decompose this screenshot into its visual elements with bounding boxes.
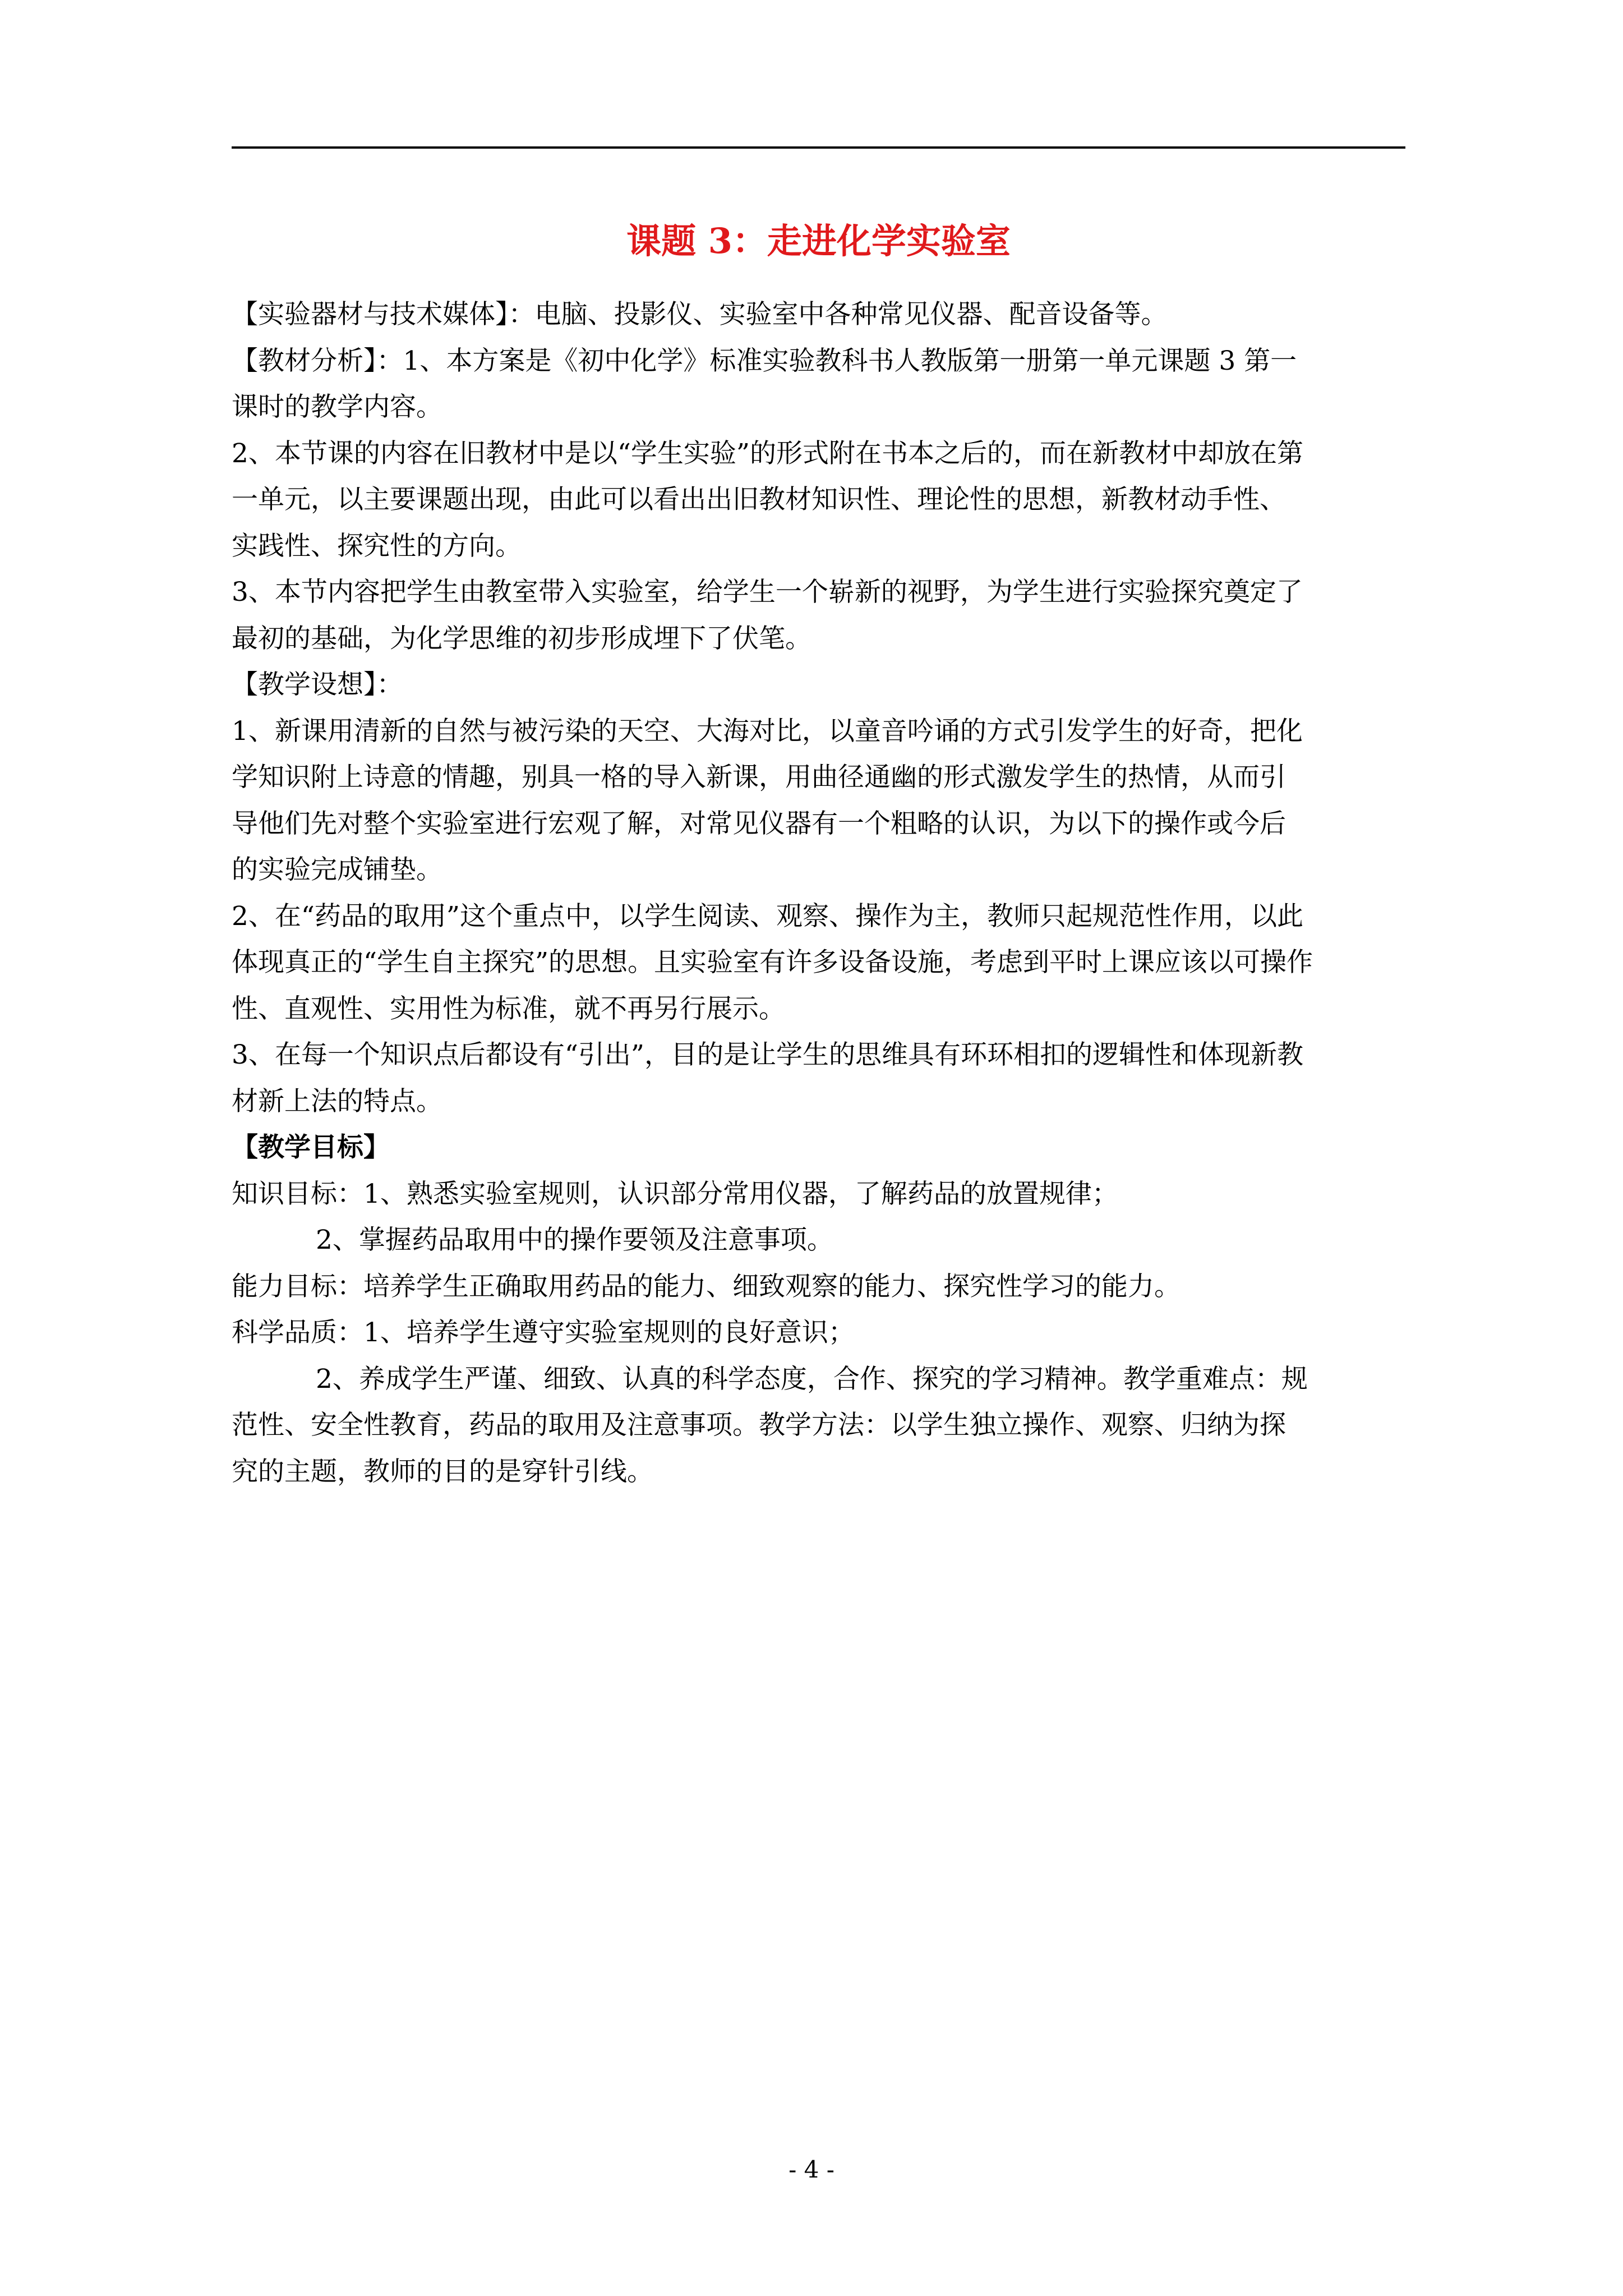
science-quality-goal-2-line-2: 范性、安全性教育，药品的取用及注意事项。教学方法：以学生独立操作、观察、归纳为探 [232,1410,1286,1441]
document-title: 课题 3：走进化学实验室 [626,220,1011,261]
analysis-line-2: 课时的教学内容。 [232,392,442,422]
knowledge-goal-1: 知识目标：1、熟悉实验室规则，认识部分常用仪器，了解药品的放置规律； [232,1178,1118,1209]
idea-point-1-line-4: 的实验完成铺垫。 [232,854,442,885]
idea-point-3-line-1: 3、在每一个知识点后都设有“引出”，目的是让学生的思维具有环环相扣的逻辑性和体现新教 [232,1039,1303,1070]
materials-line: 【实验器材与技术媒体】：电脑、投影仪、实验室中各种常见仪器、配音设备等。 [232,299,1168,330]
idea-point-2-line-3: 性、直观性、实用性为标准，就不再另行展示。 [232,993,785,1024]
idea-point-1-line-2: 学知识附上诗意的情趣，别具一格的导入新课，用曲径通幽的形式激发学生的热情，从而引 [232,762,1286,793]
idea-point-1-line-3: 导他们先对整个实验室进行宏观了解，对常见仪器有一个粗略的认识，为以下的操作或今后 [232,808,1286,839]
analysis-point-2-line-3: 实践性、探究性的方向。 [232,530,522,562]
idea-point-2-line-1: 2、在“药品的取用”这个重点中，以学生阅读、观察、操作为主，教师只起规范性作用，以此 [232,900,1303,932]
analysis-point-3-line-2: 最初的基础，为化学思维的初步形成埋下了伏笔。 [232,623,811,654]
ability-goal: 能力目标：培养学生正确取用药品的能力、细致观察的能力、探究性学习的能力。 [232,1271,1181,1302]
idea-point-3-line-2: 材新上法的特点。 [232,1085,442,1117]
science-quality-goal-1: 科学品质：1、培养学生遵守实验室规则的良好意识； [232,1317,855,1348]
science-quality-goal-2-line-3: 究的主题，教师的目的是穿针引线。 [232,1456,653,1487]
teaching-goals-heading: 【教学目标】 [232,1132,390,1163]
science-quality-goal-2-line-1: 2、养成学生严谨、细致、认真的科学态度，合作、探究的学习精神。教学重难点：规 [316,1363,1308,1395]
teaching-idea-heading: 【教学设想】： [232,669,403,700]
analysis-point-2-line-1: 2、本节课的内容在旧教材中是以“学生实验”的形式附在书本之后的，而在新教材中却放在第 [232,438,1303,469]
document-body [232,292,1405,1495]
analysis-point-2-line-2: 一单元，以主要课题出现，由此可以看出出旧教材知识性、理论性的思想，新教材动手性、 [232,484,1286,515]
idea-point-2-line-2: 体现真正的“学生自主探究”的思想。且实验室有许多设备设施，考虑到平时上课应该以可操作 [232,947,1313,978]
knowledge-goal-2: 2、掌握药品取用中的操作要领及注意事项。 [316,1225,833,1255]
analysis-point-3-line-1: 3、本节内容把学生由教室带入实验室，给学生一个崭新的视野，为学生进行实验探究奠定了 [232,577,1303,608]
idea-point-1-line-1: 1、新课用清新的自然与被污染的天空、大海对比，以童音吟诵的方式引发学生的好奇，把化 [232,715,1303,747]
page-number: - 4 - [789,2156,834,2183]
header-rule [232,146,1405,149]
analysis-line-1: 【教材分析】：1、本方案是《初中化学》标准实验教科书人教版第一册第一单元课题 3 第一 [232,345,1297,376]
